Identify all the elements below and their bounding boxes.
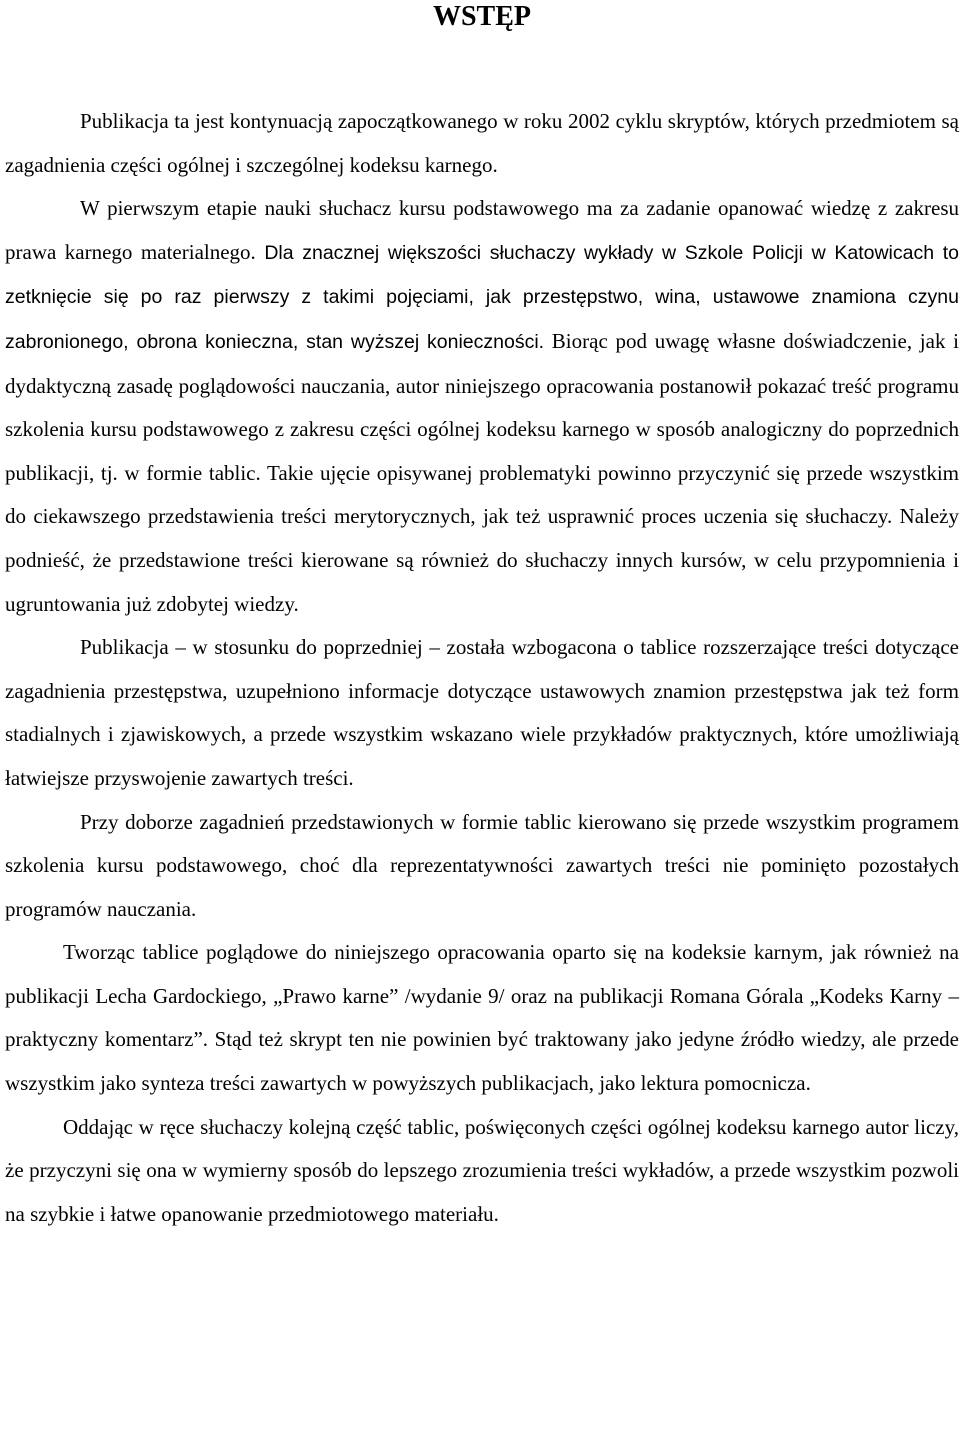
paragraph-5: Tworząc tablice poglądowe do niniejszego opracowania oparto się na kodeksie karnym, jak również na publikacji Lecha Gardockiego, „Prawo karne” /wydanie 9/ oraz na publikacji Romana Górala „Kodeks Karny – praktyczny komentarz”. Stąd też skrypt ten nie powinien być traktowany jako jedyne źródło wiedzy, ale przede wszystkim jako synteza treści zawartych w powyższych publikacjach, jako lektura pomocnicza. bbox=[5, 940, 959, 1096]
document-page bbox=[5, 0, 959, 1236]
paragraph-4: Przy doborze zagadnień przedstawionych w formie tablic kierowano się przede wszystkim programem szkolenia kursu podstawowego, choć dla reprezentatywności zawartych treści nie pominięto pozostałych programów nauczania. bbox=[5, 809, 959, 921]
paragraph-2-part-c: Biorąc pod uwagę własne doświadczenie, jak i dydaktyczną zasadę poglądowości nauczania, autor niniejszego opracowania postanowił pokazać treść programu szkolenia kursu podstawowego z zakresu części ogólnej kodeksu karnego w sposób analogiczny do poprzednich publikacji, tj. w formie tablic. bbox=[5, 328, 959, 485]
paragraph-2-part-d: Takie ujęcie opisywanej problematyki powinno przyczynić się przede wszystkim do ciekawszego przedstawienia treści merytorycznych, jak też usprawnić proces uczenia się słuchaczy. Należy podnieść, że przedstawione treści kierowane są również do słuchaczy innych kursów, w celu przypomnienia i ugruntowania już zdobytej wiedzy. bbox=[5, 460, 959, 616]
paragraph-2-part-a: W pierwszym etapie nauki słuchacz kursu podstawowego ma za zadanie opanować wiedzę z zakresu prawa karnego materialnego. bbox=[5, 196, 959, 264]
paragraph-3: Publikacja – w stosunku do poprzedniej – została wzbogacona o tablice rozszerzające treści dotyczące zagadnienia przestępstwa, uzupełniono informacje dotyczące ustawowych znamion przestępstwa jak też form stadialnych i zjawiskowych, a przede wszystkim wskazano wiele przykładów praktycznych, które umożliwiają łatwiejsze przyswojenie zawartych treści. bbox=[5, 635, 959, 790]
paragraph-2-part-b: Dla znacznej większości słuchaczy wykłady w Szkole Policji w Katowicach to zetknięcie się po raz pierwszy z takimi pojęciami, jak przestępstwo, wina, ustawowe znamiona czynu zabronionego, obrona konieczna, stan wyższej konieczności. bbox=[5, 241, 959, 353]
paragraph-1: Publikacja ta jest kontynuacją zapoczątkowanego w roku 2002 cyklu skryptów, których przedmiotem są zagadnienia części ogólnej i szczególnej kodeksu karnego. bbox=[5, 109, 959, 177]
page-title: WSTĘP bbox=[432, 1, 532, 32]
paragraph-6: Oddając w ręce słuchaczy kolejną część tablic, poświęconych części ogólnej kodeksu karnego autor liczy, że przyczyni się ona w wymierny sposób do lepszego zrozumienia treści wykładów, a przede wszystkim pozwoli na szybkie i łatwe opanowanie przedmiotowego materiału. bbox=[5, 1114, 959, 1226]
paragraph-2 bbox=[5, 187, 959, 626]
